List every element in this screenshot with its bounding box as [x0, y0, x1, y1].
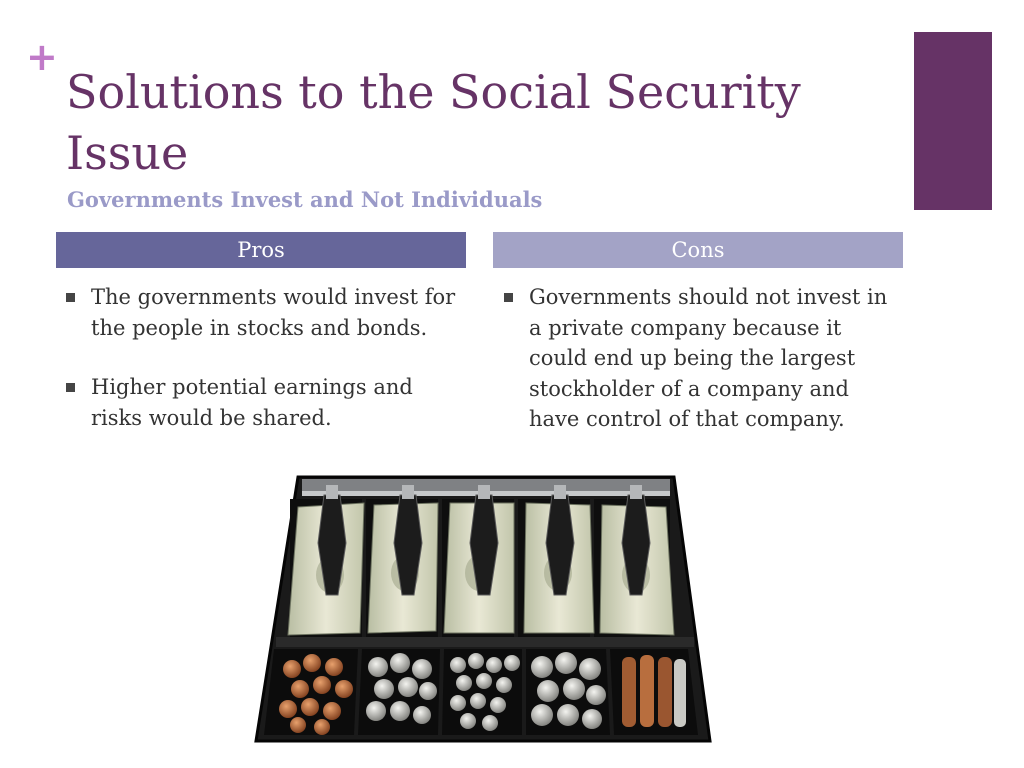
pros-item: [66, 372, 466, 433]
pros-list: [66, 282, 466, 462]
pros-header: Pros: [56, 232, 466, 268]
cons-list: [504, 282, 904, 464]
cash-drawer-image: [250, 473, 718, 748]
square-bullet-icon: [66, 293, 75, 302]
pros-item: [66, 282, 466, 343]
cons-item: [504, 282, 904, 435]
pros-item-text: The governments would invest for the people in stocks and bonds.: [91, 285, 456, 340]
cons-header: Cons: [493, 232, 903, 268]
slide-title: Solutions to the Social Security Issue: [66, 65, 801, 180]
coin-slots: [264, 649, 698, 735]
square-bullet-icon: [66, 383, 75, 392]
plus-icon: +: [26, 35, 58, 79]
cons-item-text: Governments should not invest in a private company because it could end up being the largest stockholder of a company and have control of that company.: [529, 285, 888, 431]
accent-block: [914, 32, 992, 210]
pros-item-text: Higher potential earnings and risks would be shared.: [91, 375, 413, 430]
slide-subtitle: Governments Invest and Not Individuals: [67, 187, 543, 212]
square-bullet-icon: [504, 293, 513, 302]
